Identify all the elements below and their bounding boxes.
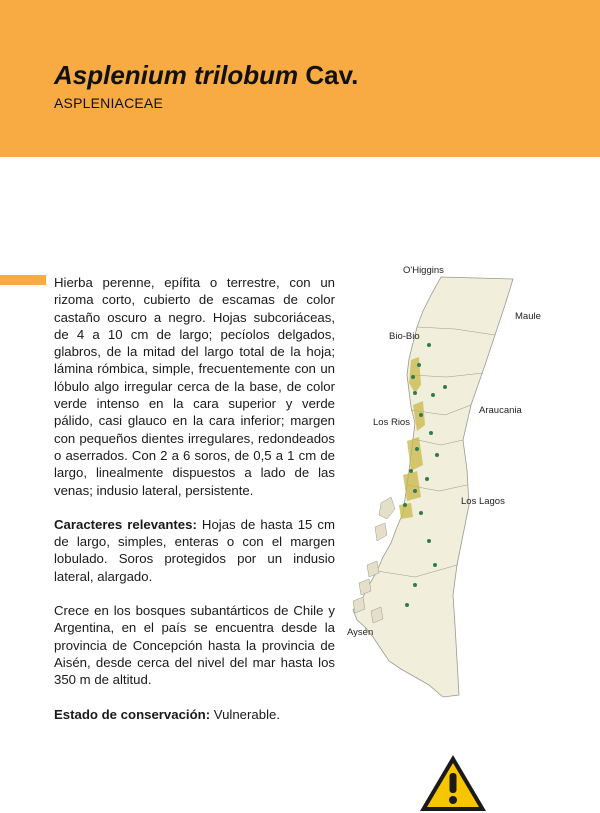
family-name: ASPLENIACEAE <box>54 95 163 111</box>
map-label-top: O'Higgins <box>403 265 444 276</box>
conservation-label: Estado de conservación: <box>54 706 211 722</box>
species-title <box>54 60 358 91</box>
description-paragraph: Hierba perenne, epífita o terrestre, con un rizoma corto, cubierto de escamas de color castaño oscuro a negro. Hojas subcoriáceas, de 4 a 10 cm de largo; pecíolos delgados, glabros, de la mitad del largo total de la hoja; lámina rómbica, simple, frecuentemente con un lóbulo algo irregular cerca de la base, de color verde intenso en la cara superior y verde pálido, casi glauco en la cara inferior; margen con pequeños dientes irregulares, redondeados o aserrados. Con 2 a 6 soros, de 0,5 a 1 cm de largo, linealmente dispuestos a lado de las venas; indusio lateral, persistente. <box>54 275 335 498</box>
species-author: Cav. <box>305 60 359 90</box>
map-label-losrios: Los Rios <box>373 417 410 428</box>
map-label-loslagos: Los Lagos <box>461 496 505 507</box>
distribution-map <box>345 265 545 705</box>
relevant-paragraph <box>54 516 335 585</box>
species-name: Asplenium trilobum <box>54 60 299 90</box>
conservation-paragraph <box>54 706 335 723</box>
relevant-label: Caracteres relevantes: <box>54 516 197 532</box>
map-landmass <box>353 277 513 697</box>
map-label-aysen: Aysén <box>347 627 374 638</box>
body-text <box>54 274 335 740</box>
map-label-araucania: Araucania <box>479 405 522 416</box>
warning-triangle-icon <box>418 753 488 813</box>
conservation-value: Vulnerable. <box>213 706 281 722</box>
map-label-biobio: Bio-Bio <box>389 331 420 342</box>
distribution-paragraph: Crece en los bosques subantárticos de Chile y Argentina, en el país se encuentra desde la provincia de Concepción hasta la provincia de Aisén, desde cerca del nivel del mar hasta los 350 m de altitud. <box>54 603 335 688</box>
relevant-text: Hojas de hasta 15 cm de largo, simples, enteras o con el margen lobulado. Soros protegidos por un indusio lateral, alargado. <box>54 516 335 584</box>
side-marker <box>0 275 46 285</box>
header-band <box>0 0 600 157</box>
map-label-maule: Maule <box>515 311 541 322</box>
